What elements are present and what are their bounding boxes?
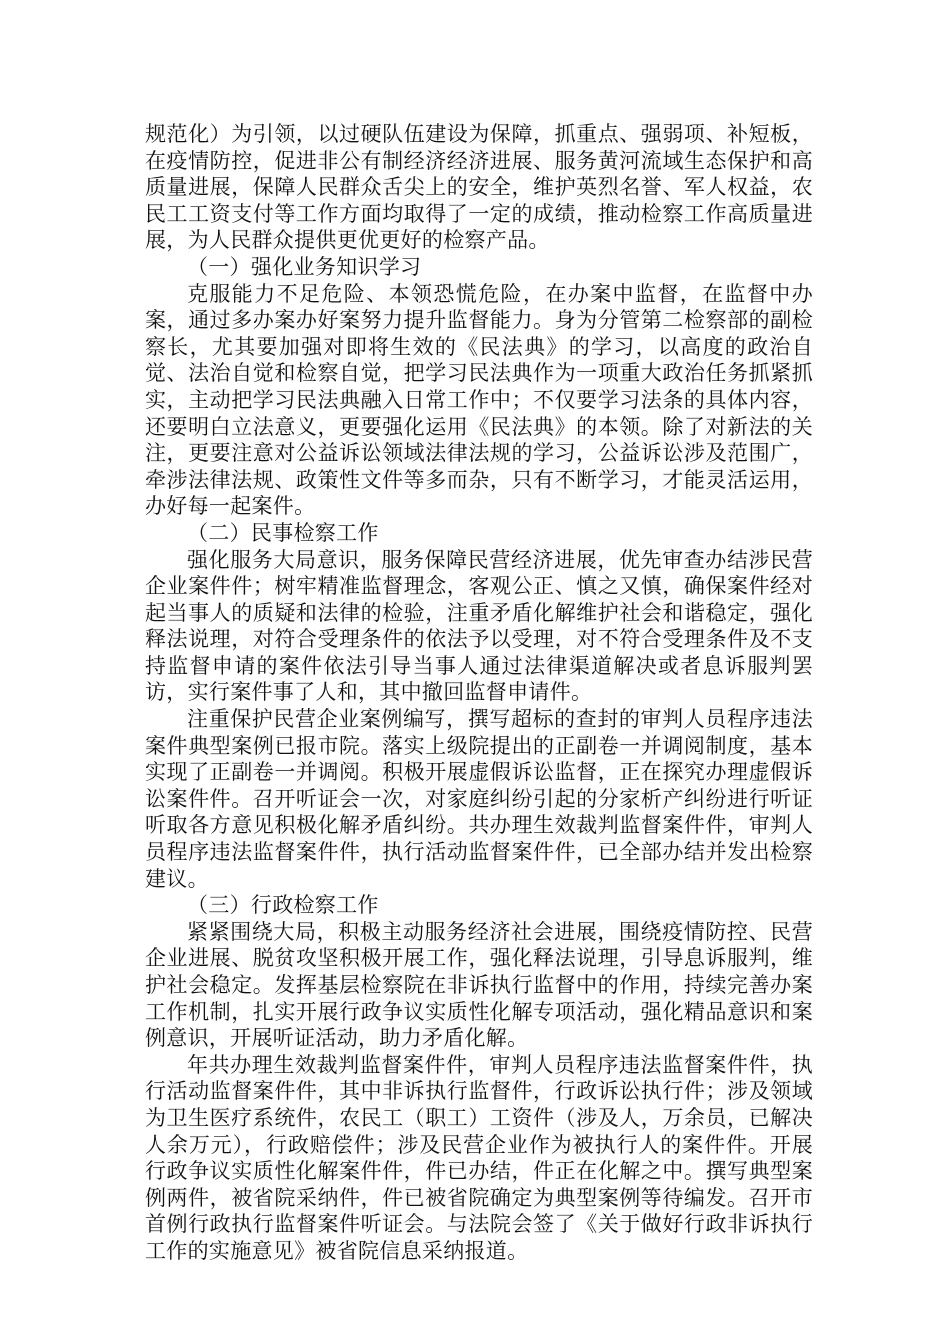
document-page <box>145 121 813 1265</box>
section3-paragraph-1: 紧紧围绕大局，积极主动服务经济社会进展，围绕疫情防控、民营企业进展、脱贫攻坚积极开展工作，强化释法说理，引导息诉服判，维护社会稳定。发挥基层检察院在非诉执行监督中的作用，持续完善办案工作机制，扎实开展行政争议实质性化解专项活动，强化精品意识和案例意识，开展听证活动，助力矛盾化解。 <box>145 919 813 1051</box>
section3-paragraph-2: 年共办理生效裁判监督案件件，审判人员程序违法监督案件件，执行活动监督案件件，其中非诉执行监督件，行政诉讼执行件；涉及领域为卫生医疗系统件，农民工（职工）工资件（涉及人，万余员，已解决人余万元），行政赔偿件；涉及民营企业作为被执行人的案件件。开展行政争议实质性化解案件件，件已办结，件正在化解之中。撰写典型案例两件，被省院采纳件，件已被省院确定为典型案例等待编发。召开市首例行政执行监督案件听证会。与法院会签了《关于做好行政非诉执行工作的实施意见》被省院信息采纳报道。 <box>145 1052 813 1263</box>
section-heading-2: （二）民事检察工作 <box>187 520 379 545</box>
section-heading-3: （三）行政检察工作 <box>187 893 379 918</box>
section2-paragraph-1: 强化服务大局意识，服务保障民营经济进展，优先审查办结涉民营企业案件件；树牢精准监督理念，客观公正、慎之又慎，确保案件经对起当事人的质疑和法律的检验，注重矛盾化解维护社会和谐稳定，强化释法说理，对符合受理条件的依法予以受理，对不符合受理条件及不支持监督申请的案件依法引导当事人通过法律渠道解决或者息诉服判罢访，实行案件事了人和，其中撤回监督申请件。 <box>145 547 813 705</box>
intro-paragraph: 规范化）为引领，以过硬队伍建设为保障，抓重点、强弱项、补短板，在疫情防控，促进非公有制经济经济进展、服务黄河流域生态保护和高质量进展，保障人民群众舌尖上的安全，维护英烈名誉、军人权益，农民工工资支付等工作方面均取得了一定的成绩，推动检察工作高质量进展，为人民群众提供更优更好的检察产品。 <box>145 122 813 253</box>
section1-paragraph-1: 克服能力不足危险、本领恐慌危险，在办案中监督，在监督中办案，通过多办案办好案努力提升监督能力。身为分管第二检察部的副检察长，尤其要加强对即将生效的《民法典》的学习，以高度的政治自觉、法治自觉和检察自觉，把学习民法典作为一项重大政治任务抓紧抓实，主动把学习民法典融入日常工作中；不仅要学习法条的具体内容，还要明白立法意义，更要强化运用《民法典》的本领。除了对新法的关注，更要注意对公益诉讼领域法律法规的学习，公益诉讼涉及范围广，牵涉法律法规、政策性文件等多而杂，只有不断学习，才能灵活运用，办好每一起案件。 <box>145 281 813 519</box>
section2-paragraph-2: 注重保护民营企业案例编写，撰写超标的查封的审判人员程序违法案件典型案例已报市院。落实上级院提出的正副卷一并调阅制度，基本实现了正副卷一并调阅。积极开展虚假诉讼监督，正在探究办理虚假诉讼案件件。召开听证会一次，对家庭纠纷引起的分家析产纠纷进行听证听取各方意见积极化解矛盾纠纷。共办理生效裁判监督案件件，审判人员程序违法监督案件件，执行活动监督案件件，已全部办结并发出检察建议。 <box>145 707 813 891</box>
section-heading-1: （一）强化业务知识学习 <box>187 254 422 279</box>
